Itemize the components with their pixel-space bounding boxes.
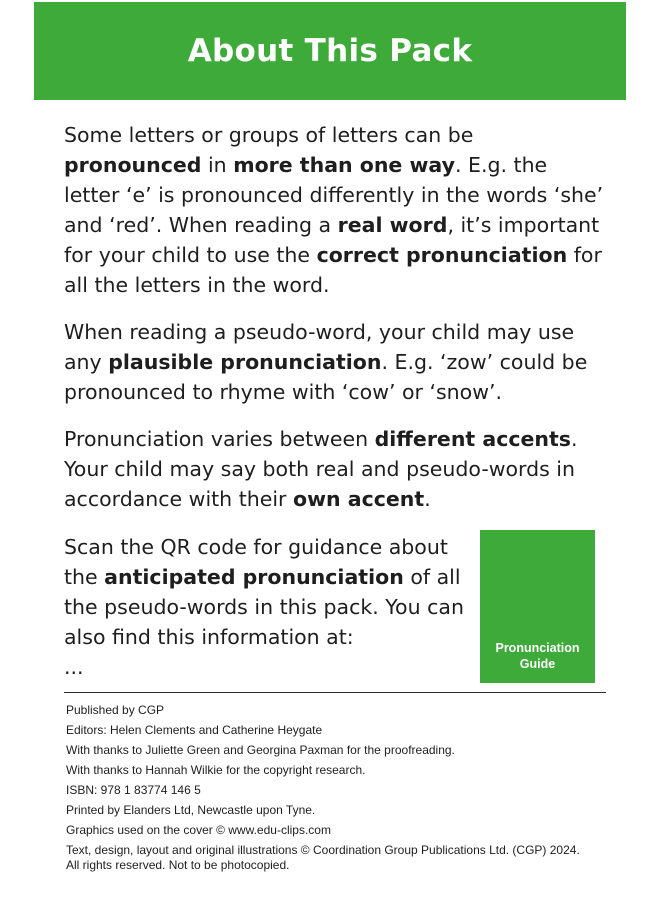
p2-text-2: . E.g. ‘zow’ could be pronounced to rhyme with ‘cow’ or ‘snow’. [64, 350, 588, 404]
p1-text-2: in [201, 153, 234, 177]
credit-published-by: Published by CGP [66, 703, 165, 717]
p1-text-3: . E.g. the letter ‘e’ is pronounced differently in the words ‘she’ and ‘red’. When reading a [64, 153, 604, 237]
qr-label-line2: Guide [519, 657, 556, 671]
divider [64, 692, 606, 693]
paragraph-accents [64, 424, 604, 514]
p3-bold-different-accents: different accents [374, 427, 572, 451]
p2-bold-plausible-pronunciation: plausible pronunciation [108, 350, 382, 374]
p1-bold-real-word: real word [337, 213, 448, 237]
paragraph-qr-guidance [64, 532, 484, 682]
p1-bold-pronounced: pronounced [64, 153, 202, 177]
credit-copyright [66, 843, 626, 873]
page-title: About This Pack [187, 33, 473, 69]
paragraph-pronunciation-ways [64, 120, 604, 300]
credits-list [66, 700, 626, 873]
p1-text-1: Some letters or groups of letters can be [64, 123, 474, 147]
qr-label-line1: Pronunciation [495, 641, 580, 655]
credit-isbn: ISBN: 978 1 83774 146 5 [66, 783, 201, 797]
p4-ellipsis: ... [64, 655, 84, 679]
credit-graphics: Graphics used on the cover © www.edu-clips.com [66, 823, 331, 837]
paragraph-pseudo-words [64, 317, 604, 407]
p1-bold-correct-pronunciation: correct pronunciation [316, 243, 568, 267]
p4-text-1: Scan the QR code for guidance about the [64, 535, 448, 589]
credit-thanks-copyright: With thanks to Hannah Wilkie for the copyright research. [66, 763, 366, 777]
p1-text-4: , it’s important for your child to use the [64, 213, 600, 267]
p3-text-1: Pronunciation varies between [64, 427, 375, 451]
credit-copyright-line2: All rights reserved. Not to be photocopied. [66, 858, 290, 872]
p2-text-1: When reading a pseudo-word, your child may use any [64, 320, 575, 374]
qr-label [495, 640, 579, 672]
p4-text-2: of all the pseudo-words in this pack. You can also find this information at: [64, 565, 464, 649]
credit-thanks-proofreading: With thanks to Juliette Green and Georgina Paxman for the proofreading. [66, 743, 455, 757]
title-banner [34, 2, 626, 100]
credit-printed-by: Printed by Elanders Ltd, Newcastle upon Tyne. [66, 803, 316, 817]
p3-text-3: . [424, 487, 431, 511]
credit-copyright-line1: Text, design, layout and original illustrations © Coordination Group Publications Ltd. (CGP) 2024. [66, 843, 580, 857]
p4-bold-anticipated-pronunciation: anticipated pronunciation [104, 565, 404, 589]
qr-code-panel[interactable] [480, 530, 595, 683]
p1-bold-more-than-one-way: more than one way [233, 153, 455, 177]
p3-bold-own-accent: own accent [292, 487, 425, 511]
p3-text-2: . Your child may say both real and pseudo-words in accordance with their [64, 427, 578, 511]
p1-text-5: for all the letters in the word. [64, 243, 602, 297]
credit-editors: Editors: Helen Clements and Catherine Heygate [66, 723, 323, 737]
